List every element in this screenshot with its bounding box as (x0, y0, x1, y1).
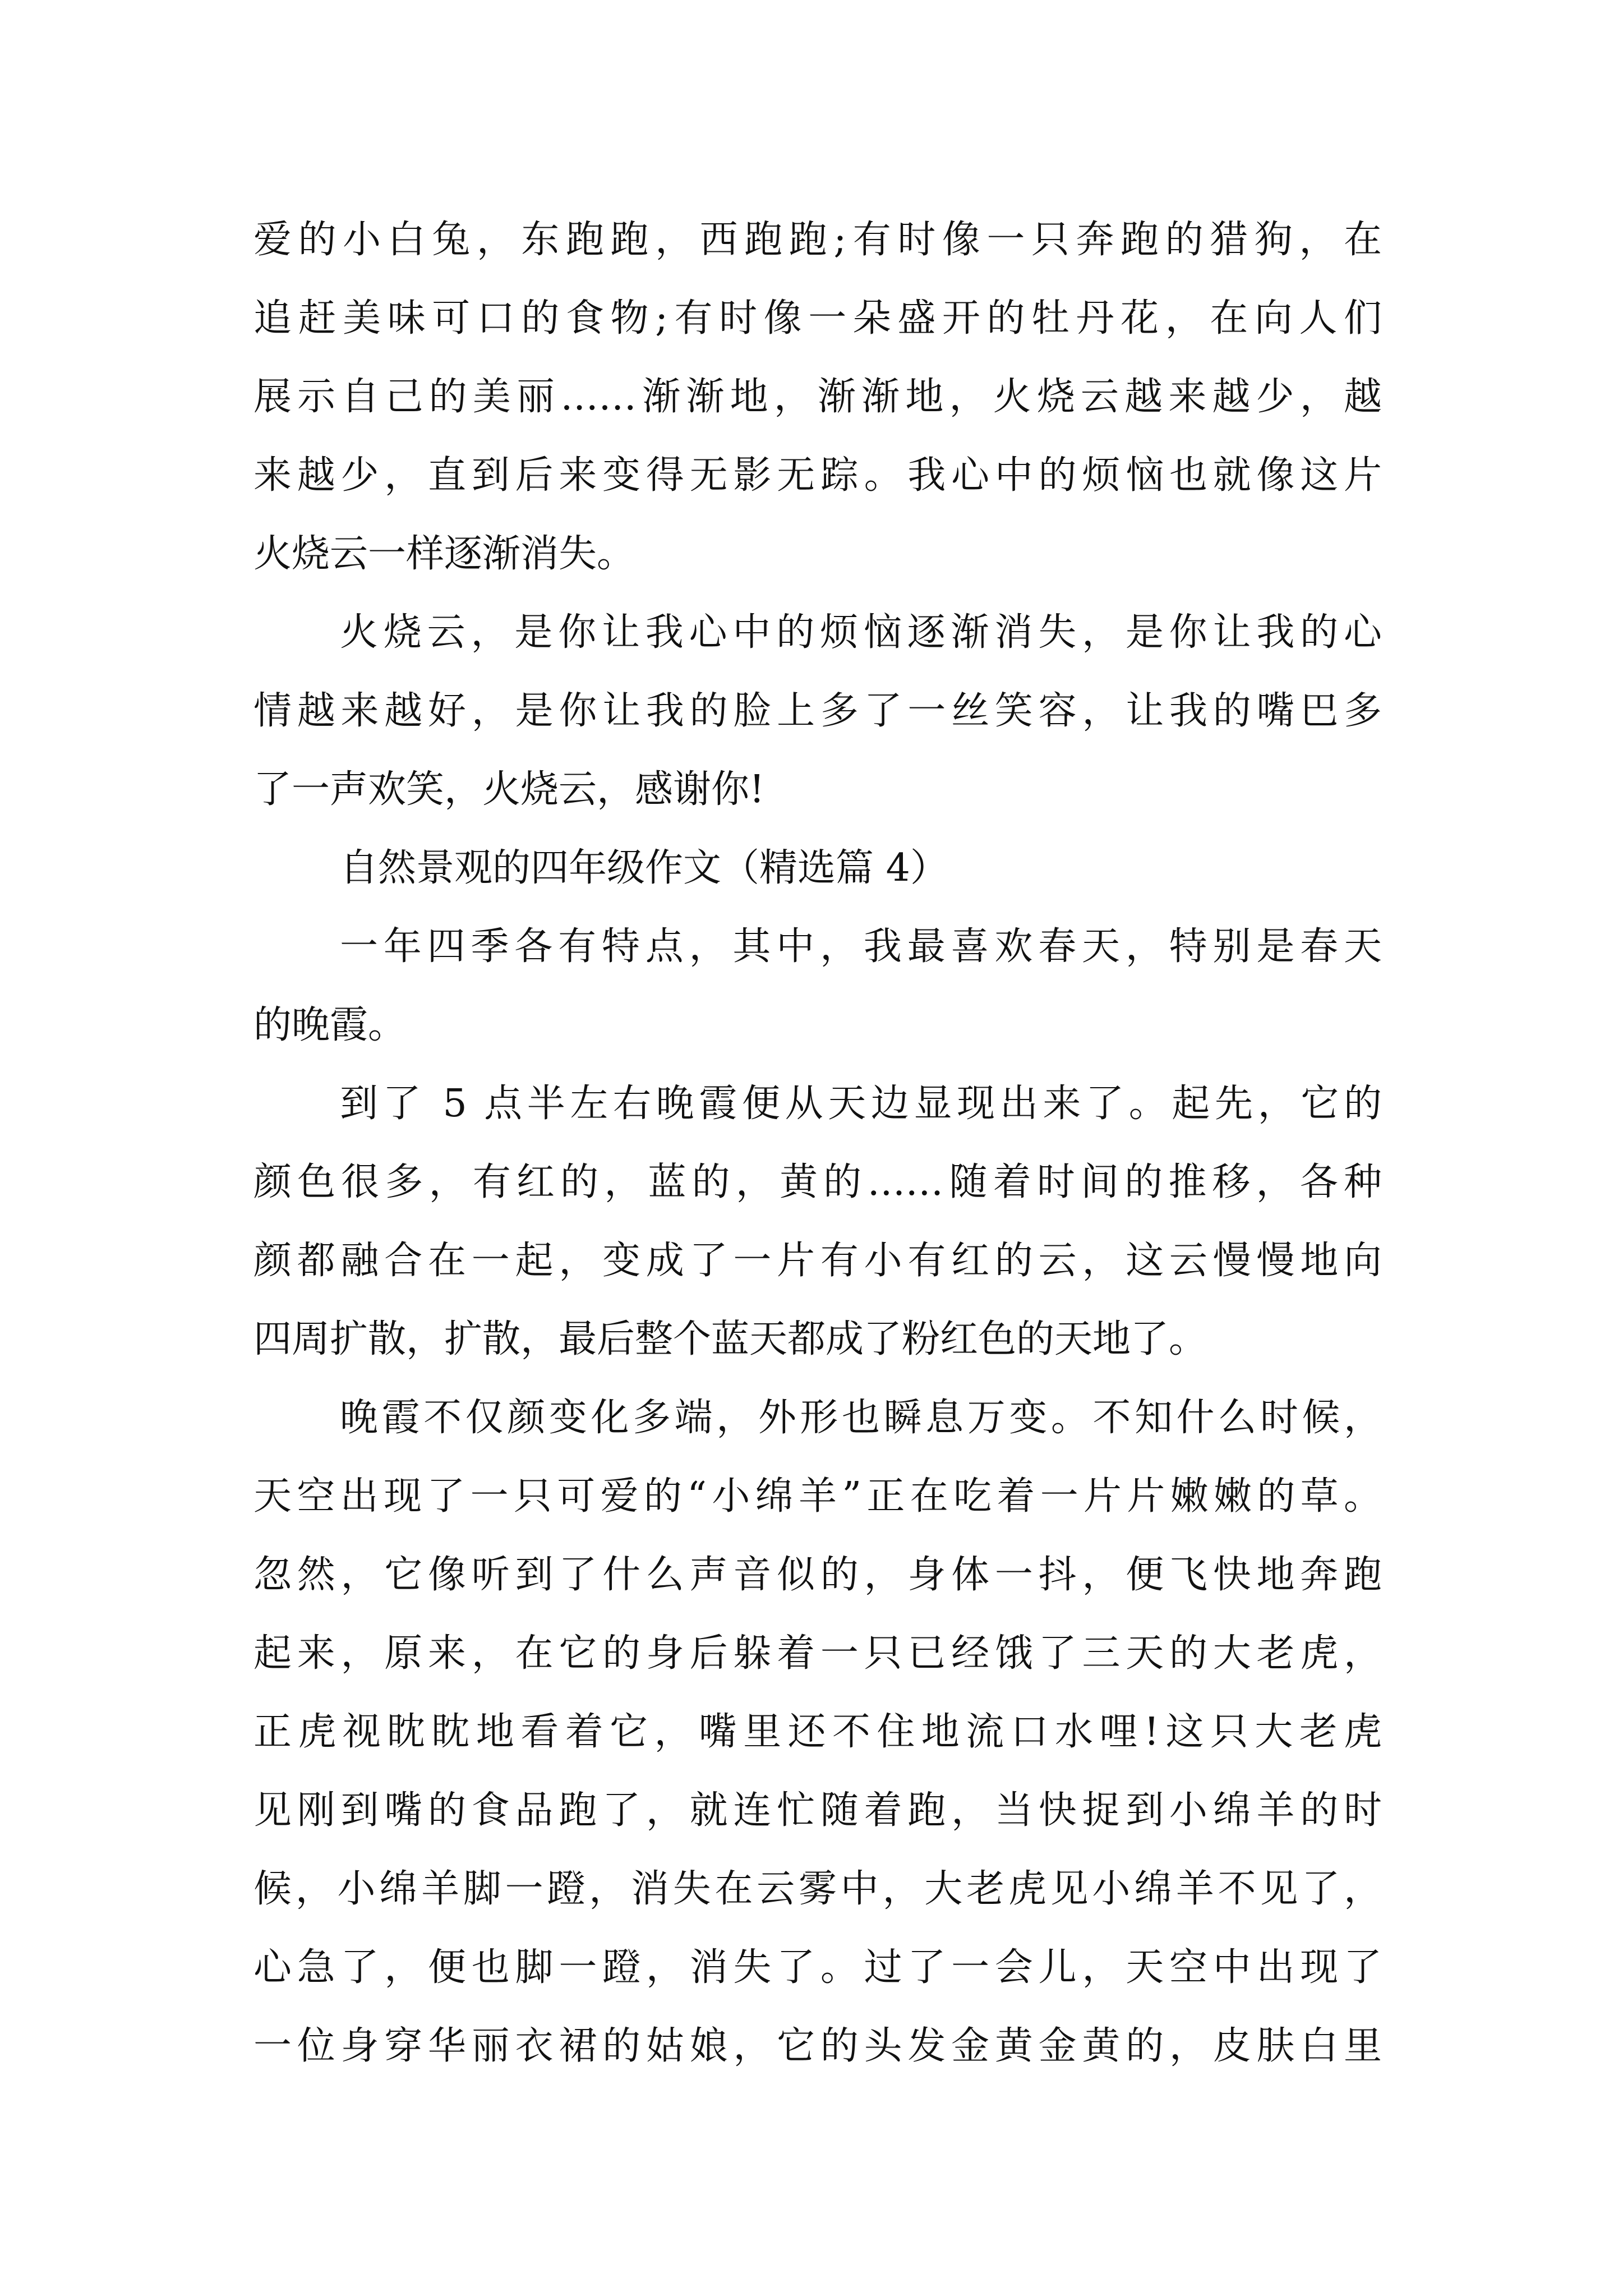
body-text-line: 正虎视眈眈地看着它，嘴里还不住地流口水哩!这只大老虎 (253, 1710, 1382, 1754)
body-text-line: 展示自己的美丽……渐渐地，渐渐地，火烧云越来越少，越 (253, 375, 1382, 419)
body-text-line: 见刚到嘴的食品跑了，就连忙随着跑，当快捉到小绵羊的时 (253, 1788, 1382, 1833)
body-text-line: 心急了，便也脚一蹬，消失了。过了一会儿，天空中出现了 (253, 1945, 1382, 1990)
body-text-line: 火烧云一样逐渐消失。 (253, 532, 635, 576)
body-text-line: 爱的小白兔，东跑跑，西跑跑;有时像一只奔跑的猎狗，在 (253, 218, 1382, 262)
body-text-line: 了一声欢笑，火烧云，感谢你! (253, 767, 765, 812)
body-text-line: 候，小绵羊脚一蹬，消失在云雾中，大老虎见小绵羊不见了， (253, 1867, 1382, 1911)
body-text-line: 四周扩散，扩散，最后整个蓝天都成了粉红色的天地了。 (253, 1317, 1207, 1361)
body-text-line: 起来，原来，在它的身后躲着一只已经饿了三天的大老虎， (253, 1631, 1382, 1676)
paragraph-first-line: 到了 5 点半左右晚霞便从天边显现出来了。起先，它的 (340, 1082, 1382, 1126)
body-text-line: 追赶美味可口的食物;有时像一朵盛开的牡丹花，在向人们 (253, 296, 1382, 341)
body-text-line: 一位身穿华丽衣裙的姑娘，它的头发金黄金黄的，皮肤白里 (253, 2024, 1382, 2068)
body-text-line: 忽然，它像听到了什么声音似的，身体一抖，便飞快地奔跑 (253, 1553, 1382, 1597)
section-heading: 自然景观的四年级作文（精选篇 4） (340, 846, 948, 890)
body-text-line: 情越来越好，是你让我的脸上多了一丝笑容，让我的嘴巴多 (253, 689, 1382, 733)
paragraph-first-line: 一年四季各有特点，其中，我最喜欢春天，特别是春天 (340, 924, 1382, 969)
body-text-line: 颜色很多，有红的，蓝的，黄的……随着时间的推移，各种 (253, 1160, 1382, 1204)
body-text-line: 天空出现了一只可爱的“小绵羊”正在吃着一片片嫩嫩的草。 (253, 1474, 1382, 1519)
paragraph-first-line: 晚霞不仅颜变化多端，外形也瞬息万变。不知什么时候， (340, 1396, 1382, 1440)
body-text-line: 来越少，直到后来变得无影无踪。我心中的烦恼也就像这片 (253, 453, 1382, 498)
body-text-line: 颜都融合在一起，变成了一片有小有红的云，这云慢慢地向 (253, 1239, 1382, 1283)
paragraph-first-line: 火烧云，是你让我心中的烦恼逐渐消失，是你让我的心 (340, 610, 1382, 655)
body-text-line: 的晚霞。 (253, 1003, 407, 1047)
